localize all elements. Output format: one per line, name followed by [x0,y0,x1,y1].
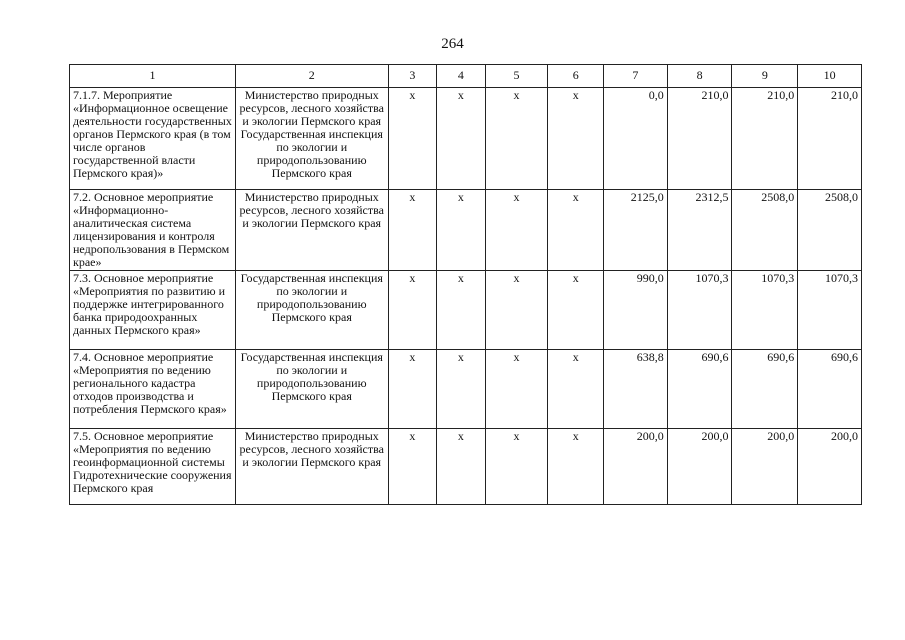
col7-value: 2125,0 [604,190,668,271]
executor-cell: Государственная инспекция по экологии и природопользованию Пермского края [235,350,388,429]
col10-value: 1070,3 [798,271,862,350]
col4-cell: х [437,190,486,271]
col6-cell: х [548,88,604,190]
activity-cell: 7.1.7. Мероприятие «Информационное освещение деятельности государственных органов Пермского края (в том числе органов государственной власти Пермского края)» [70,88,236,190]
header-cell: 3 [388,65,437,88]
header-cell: 2 [235,65,388,88]
col3-cell: х [388,429,437,505]
executor-cell: Государственная инспекция по экологии и природопользованию Пермского края [235,271,388,350]
col5-cell: х [485,429,548,505]
budget-table [69,64,862,505]
col3-cell: х [388,190,437,271]
col6-cell: х [548,190,604,271]
header-cell: 10 [798,65,862,88]
col9-value: 200,0 [732,429,798,505]
header-cell: 9 [732,65,798,88]
col6-cell: х [548,271,604,350]
col5-cell: х [485,350,548,429]
col7-value: 990,0 [604,271,668,350]
col8-value: 2312,5 [667,190,732,271]
executor-cell: Министерство природных ресурсов, лесного хозяйства и экологии Пермского края [235,190,388,271]
col4-cell: х [437,350,486,429]
col8-value: 200,0 [667,429,732,505]
table-row [70,350,862,429]
col9-value: 1070,3 [732,271,798,350]
activity-cell: 7.4. Основное мероприятие «Мероприятия по ведению регионального кадастра отходов производства и потребления Пермского края» [70,350,236,429]
col6-cell: х [548,350,604,429]
col5-cell: х [485,190,548,271]
activity-cell: 7.3. Основное мероприятие «Мероприятия по развитию и поддержке интегрированного банка природоохранных данных Пермского края» [70,271,236,350]
header-cell: 4 [437,65,486,88]
col10-value: 210,0 [798,88,862,190]
col6-cell: х [548,429,604,505]
header-cell: 1 [70,65,236,88]
col9-value: 210,0 [732,88,798,190]
col9-value: 2508,0 [732,190,798,271]
executor-cell: Министерство природных ресурсов, лесного хозяйства и экологии Пермского края Государственная инспекция по экологии и природопользованию Пермского края [235,88,388,190]
page-number: 264 [441,36,464,52]
col7-value: 0,0 [604,88,668,190]
activity-cell: 7.2. Основное мероприятие «Информационно-аналитическая система лицензирования и контроля недропользования в Пермском крае» [70,190,236,271]
executor-cell: Министерство природных ресурсов, лесного хозяйства и экологии Пермского края [235,429,388,505]
col3-cell: х [388,271,437,350]
col10-value: 200,0 [798,429,862,505]
col9-value: 690,6 [732,350,798,429]
header-cell: 5 [485,65,548,88]
header-cell: 8 [667,65,732,88]
col8-value: 690,6 [667,350,732,429]
table-row [70,429,862,505]
header-cell: 7 [604,65,668,88]
header-row [70,65,862,88]
col10-value: 690,6 [798,350,862,429]
col8-value: 1070,3 [667,271,732,350]
col4-cell: х [437,271,486,350]
table-row [70,190,862,271]
col7-value: 638,8 [604,350,668,429]
col10-value: 2508,0 [798,190,862,271]
col4-cell: х [437,429,486,505]
col8-value: 210,0 [667,88,732,190]
col3-cell: х [388,88,437,190]
col4-cell: х [437,88,486,190]
col3-cell: х [388,350,437,429]
col5-cell: х [485,88,548,190]
col7-value: 200,0 [604,429,668,505]
header-cell: 6 [548,65,604,88]
table-row [70,271,862,350]
col5-cell: х [485,271,548,350]
activity-cell: 7.5. Основное мероприятие «Мероприятия по ведению геоинформационной системы Гидротехнические сооружения Пермского края [70,429,236,505]
table-row [70,88,862,190]
